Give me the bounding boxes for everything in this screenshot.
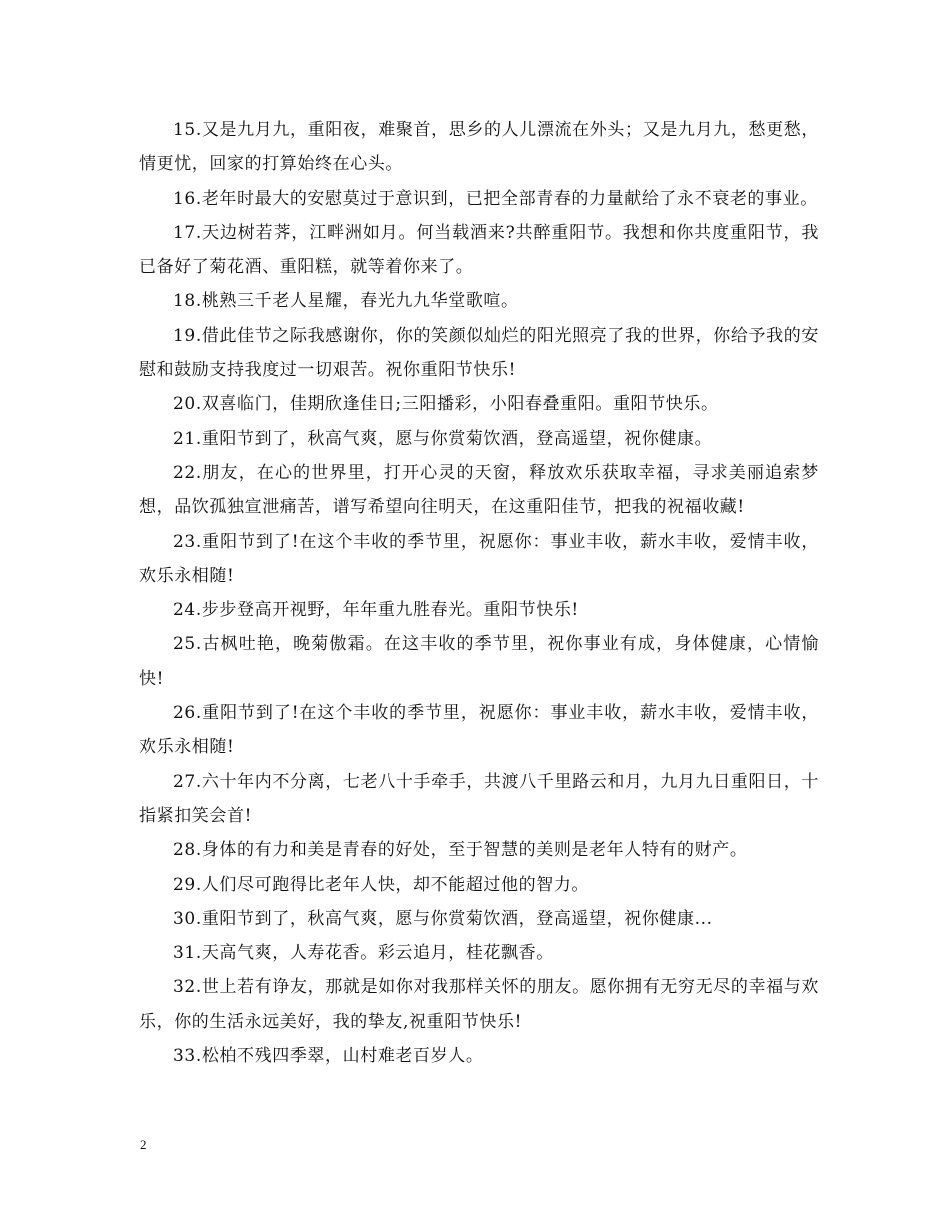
paragraph-24: 24.步步登高开视野，年年重九胜春光。重阳节快乐!: [173, 600, 579, 621]
paragraph-25: 25.古枫吐艳，晚菊傲霜。在这丰收的季节里，祝你事业有成，身体健康，心情愉快!: [139, 634, 819, 689]
paragraph-27: 27.六十年内不分离，七老八十手牵手，共渡八千里路云和月，九月九日重阳日，十指紧扣笑会首!: [139, 771, 819, 826]
paragraph-22: 22.朋友，在心的世界里，打开心灵的天窗，释放欢乐获取幸福，寻求美丽追索梦想，品饮孤独宣泄痛苦，谱写希望向往明天，在这重阳佳节，把我的祝福收藏!: [139, 462, 819, 518]
paragraph-15: 15.又是九月九，重阳夜，难聚首，思乡的人儿漂流在外头；又是九月九，愁更愁，情更忧，回家的打算始终在心头。: [139, 120, 819, 175]
page-number: 2: [140, 1137, 147, 1152]
paragraph-28: 28.身体的有力和美是青春的好处，至于智慧的美则是老年人特有的财产。: [173, 840, 748, 861]
paragraph-29: 29.人们尽可跑得比老年人快，却不能超过他的智力。: [173, 874, 590, 895]
paragraph-19: 19.借此佳节之际我感谢你，你的笑颜似灿烂的阳光照亮了我的世界，你给予我的安慰和鼓励支持我度过一切艰苦。祝你重阳节快乐!: [139, 325, 819, 381]
paragraph-21: 21.重阳节到了，秋高气爽，愿与你赏菊饮酒，登高遥望，祝你健康。: [173, 428, 713, 449]
paragraph-20: 20.双喜临门，佳期欣逢佳日;三阳播彩，小阳春叠重阳。重阳节快乐。: [173, 394, 719, 415]
paragraph-18: 18.桃熟三千老人星耀，春光九九华堂歌喧。: [173, 291, 519, 312]
paragraph-26: 26.重阳节到了!在这个丰收的季节里，祝愿你：事业丰收，薪水丰收，爱情丰收，欢乐永相随!: [139, 703, 819, 758]
paragraph-31: 31.天高气爽，人寿花香。彩云追月，桂花飘香。: [173, 943, 554, 964]
page-body: [139, 113, 819, 1073]
paragraph-32: 32.世上若有诤友，那就是如你对我那样关怀的朋友。愿你拥有无穷无尽的幸福与欢乐，你的生活永远美好，我的挚友,祝重阳节快乐!: [139, 977, 819, 1032]
paragraph-16: 16.老年时最大的安慰莫过于意识到，已把全部青春的力量献给了永不衰老的事业。: [173, 188, 818, 209]
paragraph-23: 23.重阳节到了!在这个丰收的季节里，祝愿你：事业丰收，薪水丰收，爱情丰收，欢乐永相随!: [139, 531, 819, 586]
paragraph-17: 17.天边树若荠，江畔洲如月。何当载酒来?共醉重阳节。我想和你共度重阳节，我已备好了菊花酒、重阳糕，就等着你来了。: [139, 222, 819, 278]
paragraph-33: 33.松柏不残四季翠，山村难老百岁人。: [173, 1046, 484, 1067]
paragraph-30: 30.重阳节到了，秋高气爽，愿与你赏菊饮酒，登高遥望，祝你健康...: [173, 908, 713, 929]
